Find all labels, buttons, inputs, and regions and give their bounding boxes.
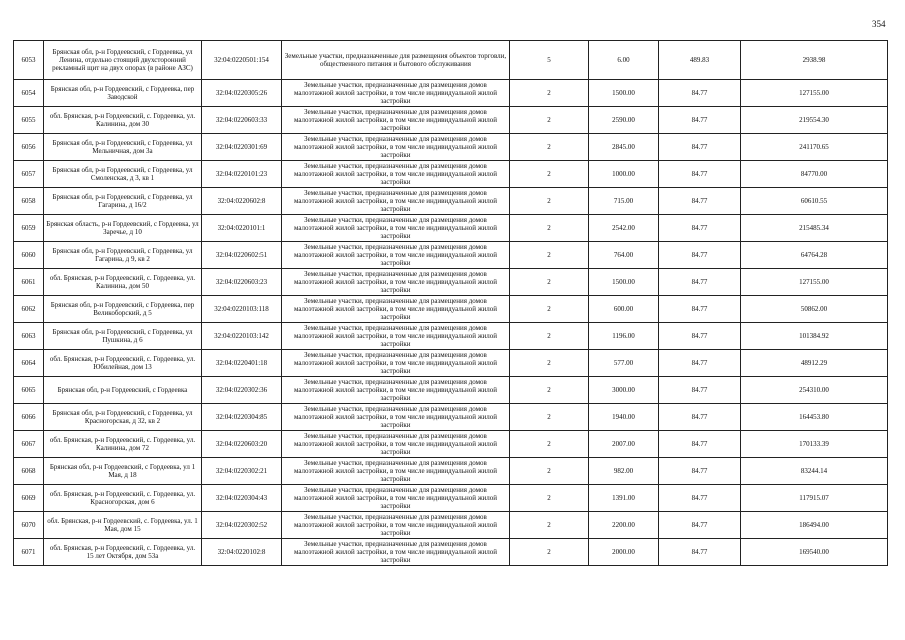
cadastral-number-cell: 32:04:0220302:52 bbox=[202, 512, 282, 539]
table-row bbox=[14, 188, 888, 215]
permitted-use-cell: Земельные участки, предназначенные для размещения домов малоэтажной жилой застройки, в том числе индивидуальной жилой застройки bbox=[282, 350, 510, 377]
area-cell: 1940.00 bbox=[589, 404, 659, 431]
cadastral-number-cell: 32:04:0220304:85 bbox=[202, 404, 282, 431]
permitted-use-cell: Земельные участки, предназначенные для размещения домов малоэтажной жилой застройки, в том числе индивидуальной жилой застройки bbox=[282, 107, 510, 134]
specific-value-cell: 84.77 bbox=[659, 188, 741, 215]
area-cell: 600.00 bbox=[589, 296, 659, 323]
use-group-cell: 2 bbox=[510, 134, 589, 161]
permitted-use-cell: Земельные участки, предназначенные для размещения домов малоэтажной жилой застройки, в том числе индивидуальной жилой застройки bbox=[282, 188, 510, 215]
area-cell: 764.00 bbox=[589, 242, 659, 269]
specific-value-cell: 84.77 bbox=[659, 512, 741, 539]
specific-value-cell: 84.77 bbox=[659, 539, 741, 566]
cadastral-number-cell: 32:04:0220603:20 bbox=[202, 431, 282, 458]
specific-value-cell: 84.77 bbox=[659, 458, 741, 485]
cadastral-number-cell: 32:04:0220603:23 bbox=[202, 269, 282, 296]
permitted-use-cell: Земельные участки, предназначенные для размещения домов малоэтажной жилой застройки, в том числе индивидуальной жилой застройки bbox=[282, 80, 510, 107]
table-body bbox=[14, 41, 888, 566]
use-group-cell: 2 bbox=[510, 539, 589, 566]
row-number: 6067 bbox=[14, 431, 44, 458]
address-cell: Брянская обл, р-н Гордеевский, с Гордеевка, пер Заводской bbox=[44, 80, 202, 107]
area-cell: 1000.00 bbox=[589, 161, 659, 188]
row-number: 6058 bbox=[14, 188, 44, 215]
area-cell: 1196.00 bbox=[589, 323, 659, 350]
specific-value-cell: 84.77 bbox=[659, 350, 741, 377]
cadastral-number-cell: 32:04:0220602:51 bbox=[202, 242, 282, 269]
area-cell: 715.00 bbox=[589, 188, 659, 215]
address-cell: Брянская обл, р-н Гордеевский, с Гордеевка, ул Смоленская, д 3, кв 1 bbox=[44, 161, 202, 188]
row-number: 6062 bbox=[14, 296, 44, 323]
table-row bbox=[14, 485, 888, 512]
row-number: 6056 bbox=[14, 134, 44, 161]
permitted-use-cell: Земельные участки, предназначенные для размещения домов малоэтажной жилой застройки, в том числе индивидуальной жилой застройки bbox=[282, 161, 510, 188]
cadastral-number-cell: 32:04:0220302:21 bbox=[202, 458, 282, 485]
table-row bbox=[14, 107, 888, 134]
specific-value-cell: 84.77 bbox=[659, 269, 741, 296]
use-group-cell: 2 bbox=[510, 377, 589, 404]
cadastral-number-cell: 32:04:0220401:18 bbox=[202, 350, 282, 377]
address-cell: Брянская обл, р-н Гордеевский, с Гордеевка, ул Ленина, отдельно стоящий двухсторонний рекламный щит на двух опорах (в районе АЗС) bbox=[44, 41, 202, 80]
specific-value-cell: 489.83 bbox=[659, 41, 741, 80]
row-number: 6055 bbox=[14, 107, 44, 134]
row-number: 6065 bbox=[14, 377, 44, 404]
cadastral-value-cell: 117915.07 bbox=[741, 485, 888, 512]
area-cell: 2845.00 bbox=[589, 134, 659, 161]
address-cell: обл. Брянская, р-н Гордеевский, с. Гордеевка, ул. 15 лет Октября, дом 53а bbox=[44, 539, 202, 566]
area-cell: 2590.00 bbox=[589, 107, 659, 134]
permitted-use-cell: Земельные участки, предназначенные для размещения домов малоэтажной жилой застройки, в том числе индивидуальной жилой застройки bbox=[282, 269, 510, 296]
row-number: 6060 bbox=[14, 242, 44, 269]
cadastral-value-cell: 84770.00 bbox=[741, 161, 888, 188]
cadastral-value-cell: 169540.00 bbox=[741, 539, 888, 566]
cadastral-value-cell: 219554.30 bbox=[741, 107, 888, 134]
table-row bbox=[14, 350, 888, 377]
row-number: 6057 bbox=[14, 161, 44, 188]
address-cell: Брянская область, р-н Гордеевский, с Гордеевка, ул Заречье, д 10 bbox=[44, 215, 202, 242]
cadastral-number-cell: 32:04:0220603:33 bbox=[202, 107, 282, 134]
row-number: 6053 bbox=[14, 41, 44, 80]
table-row bbox=[14, 458, 888, 485]
address-cell: Брянская обл, р-н Гордеевский, с Гордеевка, пер Великоборский, д 5 bbox=[44, 296, 202, 323]
area-cell: 2542.00 bbox=[589, 215, 659, 242]
cadastral-value-cell: 60610.55 bbox=[741, 188, 888, 215]
cadastral-number-cell: 32:04:0220101:1 bbox=[202, 215, 282, 242]
address-cell: Брянская обл, р-н Гордеевский, с Гордеевка, ул 1 Мая, д 18 bbox=[44, 458, 202, 485]
specific-value-cell: 84.77 bbox=[659, 215, 741, 242]
address-cell: Брянская обл, р-н Гордеевский, с Гордеевка, ул Мельничная, дом 3а bbox=[44, 134, 202, 161]
table-row bbox=[14, 377, 888, 404]
permitted-use-cell: Земельные участки, предназначенные для размещения домов малоэтажной жилой застройки, в том числе индивидуальной жилой застройки bbox=[282, 242, 510, 269]
table-row bbox=[14, 242, 888, 269]
cadastral-number-cell: 32:04:0220304:43 bbox=[202, 485, 282, 512]
area-cell: 6.00 bbox=[589, 41, 659, 80]
cadastral-value-cell: 164453.80 bbox=[741, 404, 888, 431]
permitted-use-cell: Земельные участки, предназначенные для размещения домов малоэтажной жилой застройки, в том числе индивидуальной жилой застройки bbox=[282, 458, 510, 485]
area-cell: 2007.00 bbox=[589, 431, 659, 458]
specific-value-cell: 84.77 bbox=[659, 377, 741, 404]
cadastral-value-cell: 127155.00 bbox=[741, 80, 888, 107]
address-cell: обл. Брянская, р-н Гордеевский, с. Гордеевка, ул. 1 Мая, дом 15 bbox=[44, 512, 202, 539]
cadastral-value-cell: 64764.28 bbox=[741, 242, 888, 269]
area-cell: 2200.00 bbox=[589, 512, 659, 539]
table-row bbox=[14, 431, 888, 458]
table-row bbox=[14, 215, 888, 242]
use-group-cell: 2 bbox=[510, 458, 589, 485]
cadastral-number-cell: 32:04:0220102:8 bbox=[202, 539, 282, 566]
area-cell: 3000.00 bbox=[589, 377, 659, 404]
row-number: 6054 bbox=[14, 80, 44, 107]
land-registry-table bbox=[13, 40, 888, 566]
row-number: 6069 bbox=[14, 485, 44, 512]
cadastral-number-cell: 32:04:0220501:154 bbox=[202, 41, 282, 80]
use-group-cell: 2 bbox=[510, 512, 589, 539]
specific-value-cell: 84.77 bbox=[659, 107, 741, 134]
permitted-use-cell: Земельные участки, предназначенные для размещения домов малоэтажной жилой застройки, в том числе индивидуальной жилой застройки bbox=[282, 215, 510, 242]
use-group-cell: 2 bbox=[510, 107, 589, 134]
specific-value-cell: 84.77 bbox=[659, 404, 741, 431]
use-group-cell: 2 bbox=[510, 485, 589, 512]
permitted-use-cell: Земельные участки, предназначенные для размещения домов малоэтажной жилой застройки, в том числе индивидуальной жилой застройки bbox=[282, 134, 510, 161]
row-number: 6063 bbox=[14, 323, 44, 350]
cadastral-value-cell: 241170.65 bbox=[741, 134, 888, 161]
address-cell: обл. Брянская, р-н Гордеевский, с. Гордеевка, ул. Юбилейная, дом 13 bbox=[44, 350, 202, 377]
area-cell: 1500.00 bbox=[589, 80, 659, 107]
cadastral-value-cell: 127155.00 bbox=[741, 269, 888, 296]
permitted-use-cell: Земельные участки, предназначенные для размещения объектов торговли, общественного питания и бытового обслуживания bbox=[282, 41, 510, 80]
address-cell: обл. Брянская, р-н Гордеевский, с. Гордеевка, ул. Красногорская, дом 6 bbox=[44, 485, 202, 512]
cadastral-number-cell: 32:04:0220305:26 bbox=[202, 80, 282, 107]
cadastral-number-cell: 32:04:0220101:23 bbox=[202, 161, 282, 188]
area-cell: 577.00 bbox=[589, 350, 659, 377]
specific-value-cell: 84.77 bbox=[659, 323, 741, 350]
use-group-cell: 2 bbox=[510, 323, 589, 350]
area-cell: 2000.00 bbox=[589, 539, 659, 566]
area-cell: 1391.00 bbox=[589, 485, 659, 512]
address-cell: Брянская обл, р-н Гордеевский, с Гордеевка, ул Гагарина, д 16/2 bbox=[44, 188, 202, 215]
cadastral-value-cell: 170133.39 bbox=[741, 431, 888, 458]
address-cell: обл. Брянская, р-н Гордеевский, с. Гордеевка, ул. Калинина, дом 30 bbox=[44, 107, 202, 134]
address-cell: Брянская обл, р-н Гордеевский, с Гордеевка, ул Красногорская, д 32, кв 2 bbox=[44, 404, 202, 431]
address-cell: обл. Брянская, р-н Гордеевский, с. Гордеевка, ул. Калинина, дом 50 bbox=[44, 269, 202, 296]
cadastral-value-cell: 83244.14 bbox=[741, 458, 888, 485]
cadastral-value-cell: 254310.00 bbox=[741, 377, 888, 404]
row-number: 6061 bbox=[14, 269, 44, 296]
specific-value-cell: 84.77 bbox=[659, 80, 741, 107]
row-number: 6059 bbox=[14, 215, 44, 242]
use-group-cell: 2 bbox=[510, 269, 589, 296]
permitted-use-cell: Земельные участки, предназначенные для размещения домов малоэтажной жилой застройки, в том числе индивидуальной жилой застройки bbox=[282, 485, 510, 512]
table-row bbox=[14, 323, 888, 350]
page-number: 354 bbox=[872, 19, 886, 29]
cadastral-value-cell: 48912.29 bbox=[741, 350, 888, 377]
row-number: 6066 bbox=[14, 404, 44, 431]
table-row bbox=[14, 404, 888, 431]
table-row bbox=[14, 41, 888, 80]
use-group-cell: 2 bbox=[510, 350, 589, 377]
cadastral-number-cell: 32:04:0220103:118 bbox=[202, 296, 282, 323]
cadastral-value-cell: 101384.92 bbox=[741, 323, 888, 350]
table-row bbox=[14, 80, 888, 107]
cadastral-value-cell: 2938.98 bbox=[741, 41, 888, 80]
use-group-cell: 2 bbox=[510, 188, 589, 215]
permitted-use-cell: Земельные участки, предназначенные для размещения домов малоэтажной жилой застройки, в том числе индивидуальной жилой застройки bbox=[282, 404, 510, 431]
permitted-use-cell: Земельные участки, предназначенные для размещения домов малоэтажной жилой застройки, в том числе индивидуальной жилой застройки bbox=[282, 431, 510, 458]
specific-value-cell: 84.77 bbox=[659, 242, 741, 269]
specific-value-cell: 84.77 bbox=[659, 161, 741, 188]
specific-value-cell: 84.77 bbox=[659, 431, 741, 458]
cadastral-value-cell: 215485.34 bbox=[741, 215, 888, 242]
row-number: 6068 bbox=[14, 458, 44, 485]
specific-value-cell: 84.77 bbox=[659, 134, 741, 161]
cadastral-number-cell: 32:04:0220301:69 bbox=[202, 134, 282, 161]
use-group-cell: 2 bbox=[510, 161, 589, 188]
table-row bbox=[14, 269, 888, 296]
address-cell: обл. Брянская, р-н Гордеевский, с. Гордеевка, ул. Калинина, дом 72 bbox=[44, 431, 202, 458]
row-number: 6070 bbox=[14, 512, 44, 539]
use-group-cell: 2 bbox=[510, 215, 589, 242]
area-cell: 982.00 bbox=[589, 458, 659, 485]
cadastral-number-cell: 32:04:0220602:8 bbox=[202, 188, 282, 215]
specific-value-cell: 84.77 bbox=[659, 485, 741, 512]
cadastral-number-cell: 32:04:0220103:142 bbox=[202, 323, 282, 350]
permitted-use-cell: Земельные участки, предназначенные для размещения домов малоэтажной жилой застройки, в том числе индивидуальной жилой застройки bbox=[282, 512, 510, 539]
table-row bbox=[14, 161, 888, 188]
table-row bbox=[14, 296, 888, 323]
use-group-cell: 2 bbox=[510, 404, 589, 431]
cadastral-value-cell: 186494.00 bbox=[741, 512, 888, 539]
use-group-cell: 2 bbox=[510, 296, 589, 323]
table-row bbox=[14, 512, 888, 539]
address-cell: Брянская обл, р-н Гордеевский, с Гордеевка bbox=[44, 377, 202, 404]
use-group-cell: 2 bbox=[510, 242, 589, 269]
permitted-use-cell: Земельные участки, предназначенные для размещения домов малоэтажной жилой застройки, в том числе индивидуальной жилой застройки bbox=[282, 539, 510, 566]
specific-value-cell: 84.77 bbox=[659, 296, 741, 323]
table-row bbox=[14, 134, 888, 161]
cadastral-number-cell: 32:04:0220302:36 bbox=[202, 377, 282, 404]
address-cell: Брянская обл, р-н Гордеевский, с Гордеевка, ул Пушкина, д 6 bbox=[44, 323, 202, 350]
cadastral-value-cell: 50862.00 bbox=[741, 296, 888, 323]
area-cell: 1500.00 bbox=[589, 269, 659, 296]
permitted-use-cell: Земельные участки, предназначенные для размещения домов малоэтажной жилой застройки, в том числе индивидуальной жилой застройки bbox=[282, 296, 510, 323]
table-row bbox=[14, 539, 888, 566]
row-number: 6071 bbox=[14, 539, 44, 566]
permitted-use-cell: Земельные участки, предназначенные для размещения домов малоэтажной жилой застройки, в том числе индивидуальной жилой застройки bbox=[282, 377, 510, 404]
address-cell: Брянская обл, р-н Гордеевский, с Гордеевка, ул Гагарина, д 9, кв 2 bbox=[44, 242, 202, 269]
permitted-use-cell: Земельные участки, предназначенные для размещения домов малоэтажной жилой застройки, в том числе индивидуальной жилой застройки bbox=[282, 323, 510, 350]
use-group-cell: 2 bbox=[510, 431, 589, 458]
use-group-cell: 5 bbox=[510, 41, 589, 80]
use-group-cell: 2 bbox=[510, 80, 589, 107]
row-number: 6064 bbox=[14, 350, 44, 377]
